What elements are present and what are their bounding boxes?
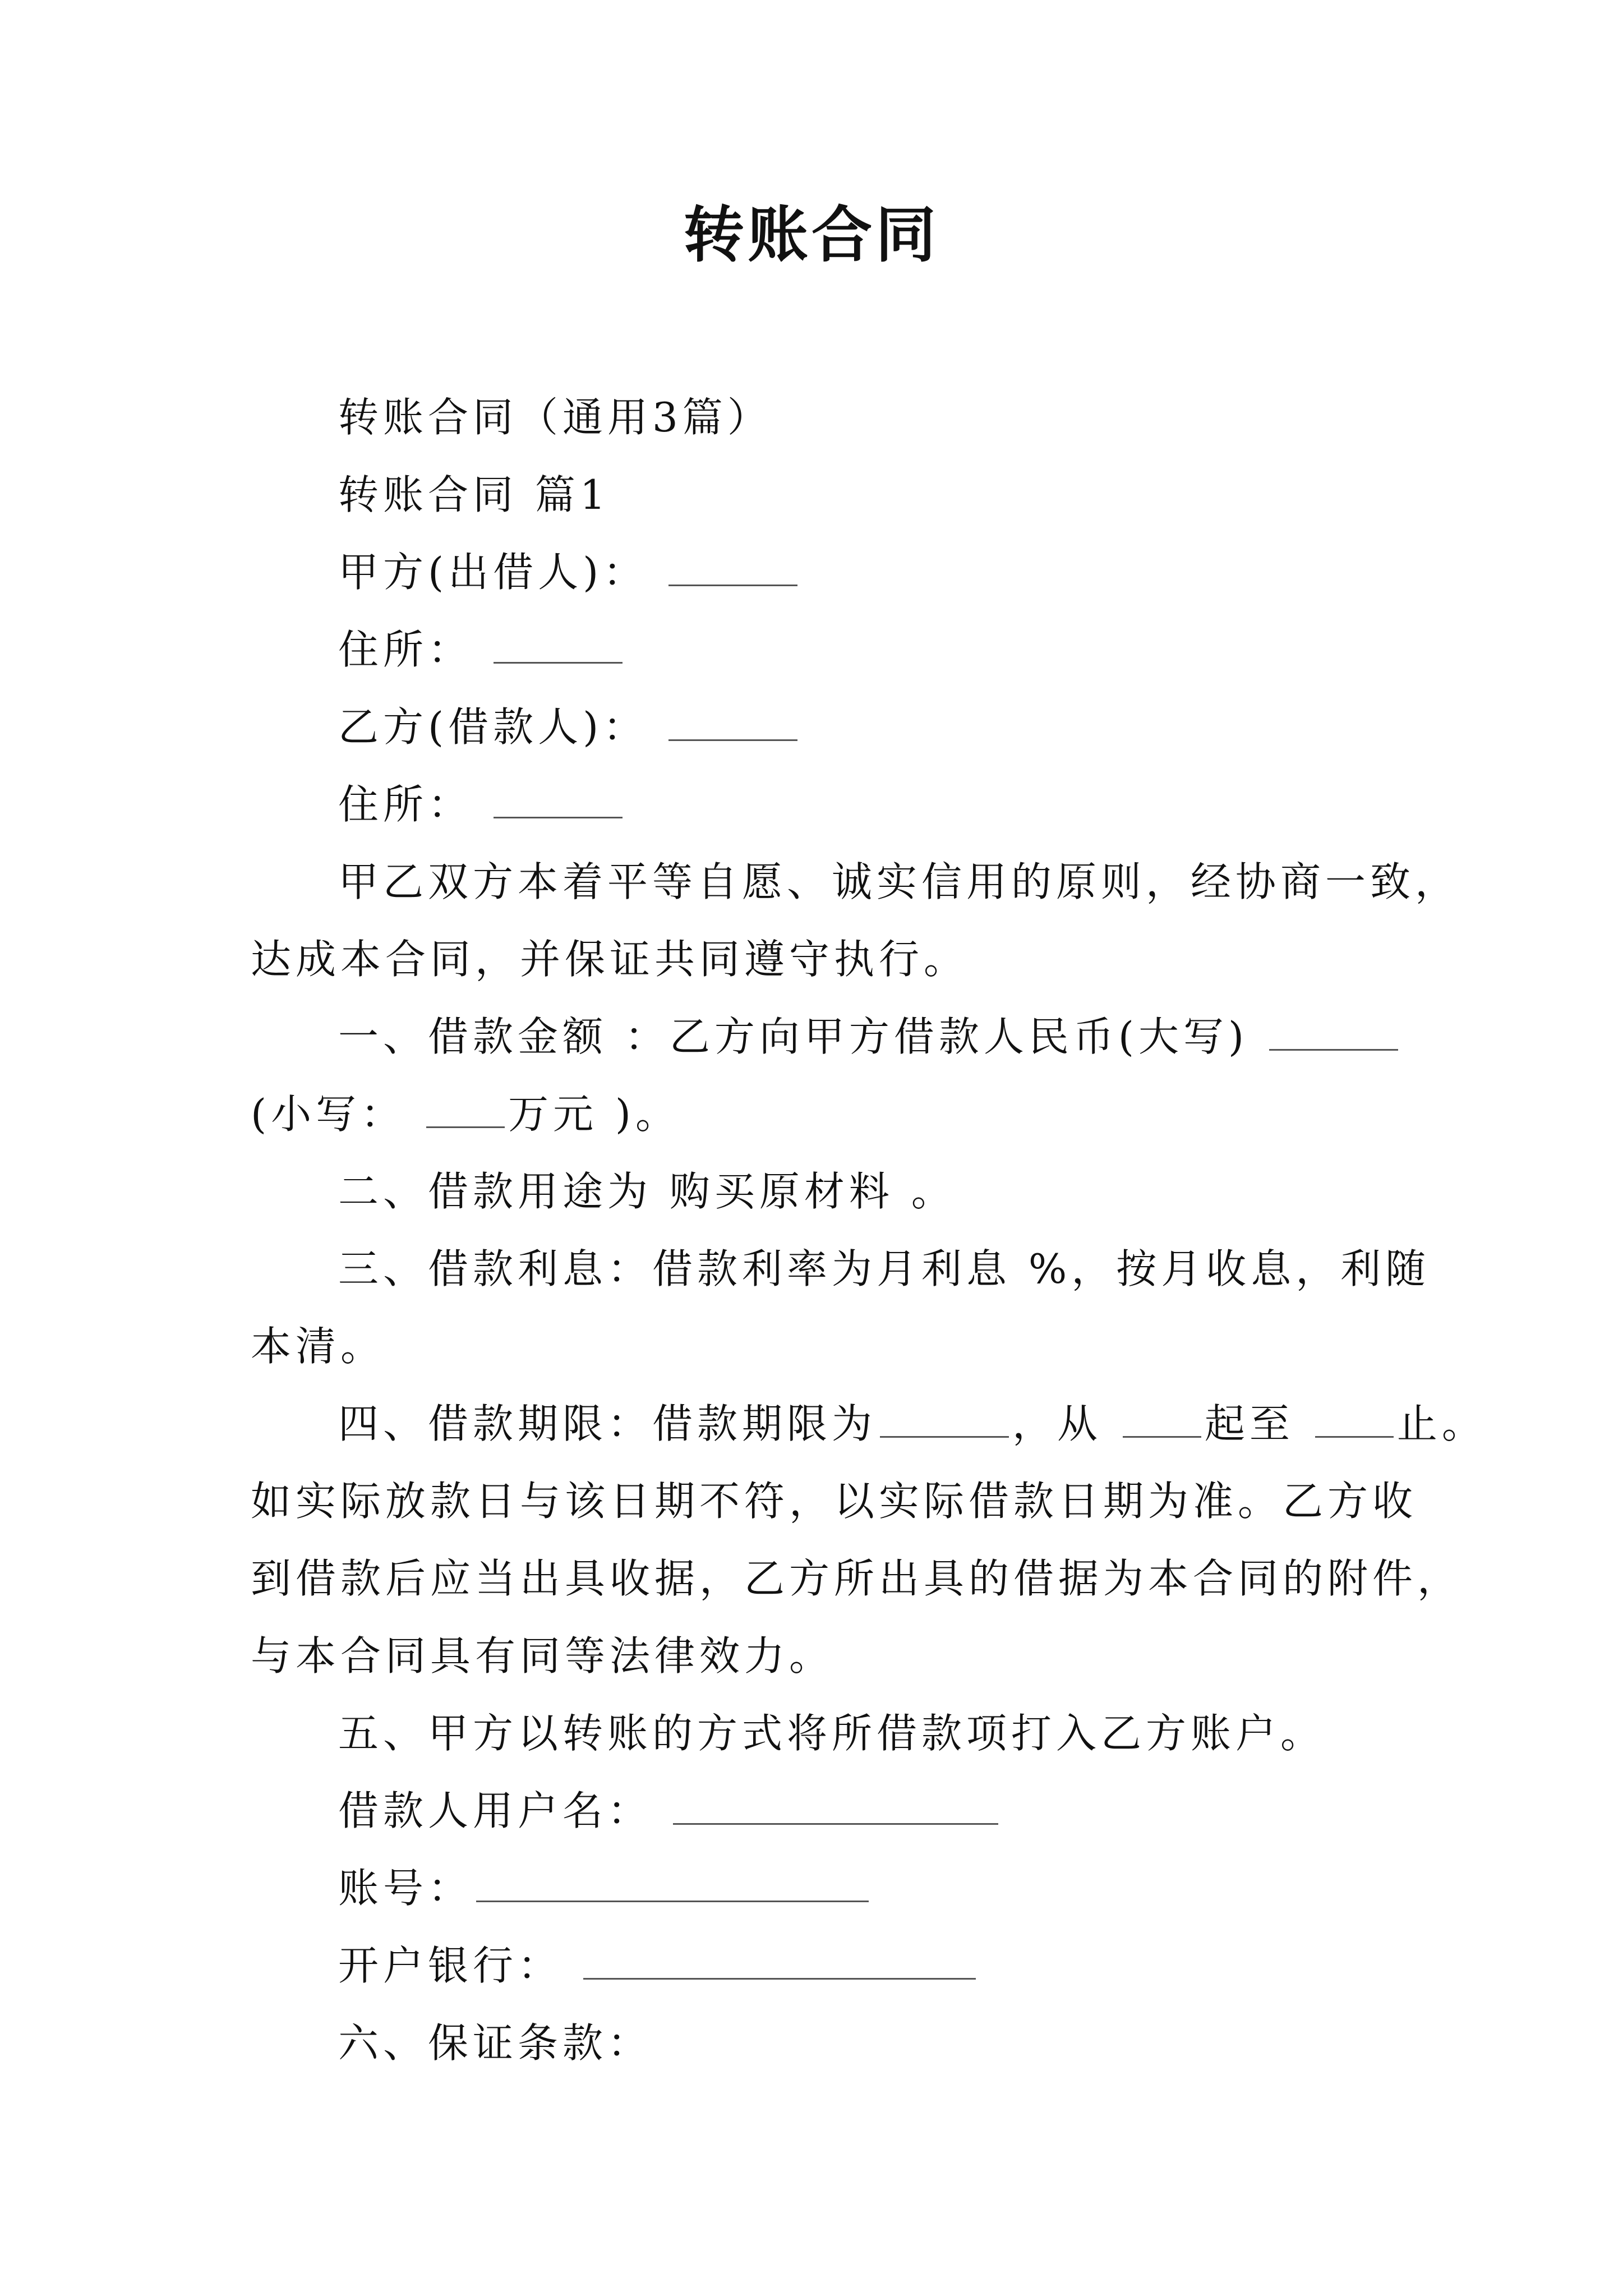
party-b-line <box>251 688 1378 766</box>
party-b-blank <box>668 705 797 741</box>
party-a-line <box>251 533 1378 611</box>
clause-1-text: 一、借款金额 ：乙方向甲方借款人民币(大写) <box>338 1013 1249 1060</box>
clause-4-line-3: 到借款后应当出具收据，乙方所出具的借据为本合同的附件， <box>251 1555 1463 1602</box>
clause-5: 五、甲方以转账的方式将所借款项打入乙方账户。 <box>338 1710 1326 1757</box>
intro-line-1: 甲乙双方本着平等自愿、诚实信用的原则，经协商一致， <box>338 858 1460 905</box>
party-a-address-label: 住所： <box>338 626 473 673</box>
account-number-label: 账号： <box>338 1865 473 1912</box>
loan-to-label: 起至 <box>1204 1400 1294 1447</box>
document-title: 转账合同 <box>683 200 939 270</box>
clause-4-line-1 <box>251 1385 1487 1462</box>
clause-2: 二、借款用途为 购买原材料 。 <box>338 1168 956 1215</box>
bank-line <box>251 1927 1378 2004</box>
amount-uppercase-blank <box>1269 1014 1398 1051</box>
account-name-line <box>251 1772 1378 1849</box>
account-name-blank <box>673 1788 998 1825</box>
party-b-address-label: 住所： <box>338 781 473 828</box>
amount-lowercase-label: (小写： <box>251 1091 406 1138</box>
bank-blank <box>583 1943 976 1980</box>
account-name-label: 借款人用户名： <box>338 1787 653 1834</box>
clause-4-line-4: 与本合同具有同等法律效力。 <box>251 1632 834 1680</box>
document-body <box>251 379 1487 2082</box>
subtitle: 转账合同（通用3篇） <box>338 394 772 441</box>
clause-1-line-2 <box>251 1075 1378 1153</box>
section-heading: 转账合同 篇1 <box>338 471 610 518</box>
amount-lowercase-blank <box>426 1092 505 1128</box>
loan-term-blank <box>880 1401 1009 1438</box>
clause-1-line-1 <box>251 998 1378 1075</box>
account-number-line <box>251 1849 1378 1927</box>
bank-label: 开户银行： <box>338 1942 563 1989</box>
clause-3-line-1: 三、借款利息：借款利率为月利息 %，按月收息，利随 <box>338 1245 1431 1292</box>
amount-unit: 万元 )。 <box>508 1091 680 1138</box>
party-b-label: 乙方(借款人)： <box>338 703 648 751</box>
party-b-address-blank <box>494 782 623 818</box>
loan-from-label: ，从 <box>1012 1400 1103 1447</box>
party-a-label: 甲方(出借人)： <box>338 549 648 596</box>
party-a-address-line <box>251 611 1378 688</box>
loan-start-blank <box>1123 1401 1201 1438</box>
loan-term-label: 四、借款期限：借款期限为 <box>338 1400 877 1447</box>
party-a-address-blank <box>494 627 623 664</box>
loan-end-blank <box>1315 1401 1394 1438</box>
clause-4-line-2: 如实际放款日与该日期不符，以实际借款日期为准。乙方收 <box>251 1478 1418 1525</box>
party-a-blank <box>668 550 797 586</box>
party-b-address-line <box>251 766 1378 843</box>
clause-3-line-2: 本清。 <box>251 1323 386 1370</box>
account-number-blank <box>476 1866 869 1902</box>
intro-line-2: 达成本合同，并保证共同遵守执行。 <box>251 936 969 983</box>
loan-end-label: 止。 <box>1396 1400 1487 1447</box>
clause-6: 六、保证条款： <box>338 2019 653 2067</box>
